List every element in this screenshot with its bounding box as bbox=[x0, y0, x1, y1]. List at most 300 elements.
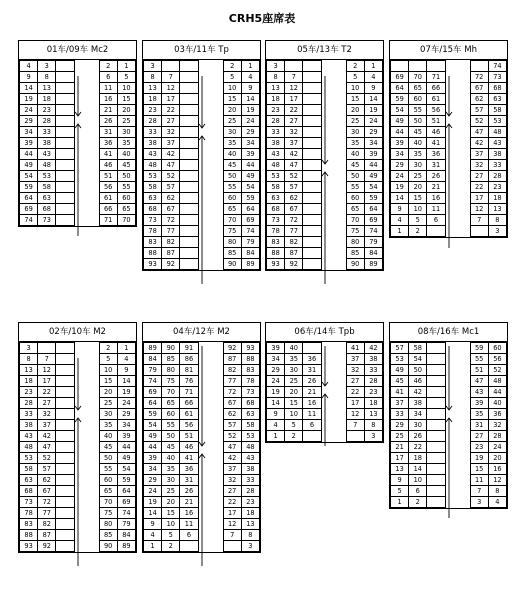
seat-number bbox=[285, 61, 303, 72]
seat-number: 60 bbox=[346, 193, 364, 204]
seat-number: 2 bbox=[346, 61, 364, 72]
car-caption: 08车/16车 Mc1 bbox=[390, 323, 507, 342]
seat-number: 14 bbox=[391, 193, 409, 204]
seat-number: 29 bbox=[267, 365, 285, 376]
seat-number: 24 bbox=[117, 398, 135, 409]
seat-number: 88 bbox=[267, 248, 285, 259]
seat-number: 33 bbox=[144, 127, 162, 138]
seat-number: 84 bbox=[364, 248, 382, 259]
seat-number: 55 bbox=[346, 182, 364, 193]
seat-number: 44 bbox=[488, 387, 506, 398]
seat-number: 36 bbox=[99, 138, 117, 149]
seat-number: 4 bbox=[20, 61, 38, 72]
seat-number: 69 bbox=[391, 72, 409, 83]
seat-row bbox=[144, 61, 260, 72]
car-caption: 03车/11车 Tp bbox=[143, 41, 260, 60]
seat-number: 9 bbox=[144, 519, 162, 530]
seat-number: 30 bbox=[117, 127, 135, 138]
arrow-down-icon bbox=[191, 75, 213, 129]
seat-number: 69 bbox=[117, 497, 135, 508]
seat-number: 14 bbox=[409, 464, 427, 475]
seat-number: 79 bbox=[241, 237, 259, 248]
seat-number: 22 bbox=[346, 387, 364, 398]
arrow-up-icon bbox=[314, 393, 336, 447]
car-caption: 02车/10车 M2 bbox=[19, 323, 136, 342]
seat-number: 59 bbox=[470, 343, 488, 354]
seat-number: 87 bbox=[223, 354, 241, 365]
seat-number: 34 bbox=[409, 409, 427, 420]
seat-number: 75 bbox=[99, 508, 117, 519]
seat-number: 4 bbox=[267, 420, 285, 431]
seat-grid bbox=[266, 342, 383, 442]
seat-number: 18 bbox=[144, 94, 162, 105]
seat-number bbox=[180, 61, 198, 72]
seat-number: 65 bbox=[346, 204, 364, 215]
seat-number: 35 bbox=[285, 354, 303, 365]
seat-number: 46 bbox=[99, 160, 117, 171]
seat-number: 23 bbox=[20, 387, 38, 398]
seat-number: 60 bbox=[488, 343, 506, 354]
seat-number: 31 bbox=[180, 475, 198, 486]
seat-number: 62 bbox=[470, 94, 488, 105]
seat-number: 9 bbox=[267, 409, 285, 420]
seat-number: 17 bbox=[470, 193, 488, 204]
seat-number: 29 bbox=[117, 409, 135, 420]
seat-number: 44 bbox=[144, 442, 162, 453]
seat-number: 3 bbox=[144, 61, 162, 72]
seat-number: 6 bbox=[180, 530, 198, 541]
seat-number: 79 bbox=[117, 519, 135, 530]
seat-number: 12 bbox=[223, 519, 241, 530]
seat-number: 9 bbox=[391, 204, 409, 215]
seat-number: 48 bbox=[488, 376, 506, 387]
seat-number: 27 bbox=[346, 376, 364, 387]
seat-number: 25 bbox=[99, 398, 117, 409]
seat-number: 48 bbox=[20, 442, 38, 453]
seat-number: 5 bbox=[346, 72, 364, 83]
seat-number: 39 bbox=[144, 453, 162, 464]
seat-number: 70 bbox=[223, 215, 241, 226]
seat-number: 19 bbox=[391, 182, 409, 193]
seat-number: 16 bbox=[427, 193, 445, 204]
seat-number: 3 bbox=[488, 226, 506, 237]
seat-number: 17 bbox=[223, 508, 241, 519]
seat-number: 42 bbox=[285, 149, 303, 160]
seat-number: 23 bbox=[488, 182, 506, 193]
seat-number: 29 bbox=[144, 475, 162, 486]
aisle-cell bbox=[321, 61, 346, 72]
seat-number: 11 bbox=[303, 409, 321, 420]
seat-number: 17 bbox=[38, 376, 56, 387]
seat-number: 27 bbox=[470, 171, 488, 182]
seat-number: 37 bbox=[285, 138, 303, 149]
seat-number: 20 bbox=[346, 105, 364, 116]
seat-number: 7 bbox=[162, 72, 180, 83]
arrow-down-icon bbox=[191, 345, 213, 447]
seat-number: 46 bbox=[409, 376, 427, 387]
seat-number bbox=[409, 61, 427, 72]
seat-grid bbox=[390, 60, 507, 237]
seat-number: 55 bbox=[470, 354, 488, 365]
seat-number: 5 bbox=[117, 72, 135, 83]
seat-number: 33 bbox=[364, 365, 382, 376]
seat-number: 7 bbox=[38, 354, 56, 365]
seat-number: 46 bbox=[427, 127, 445, 138]
seat-number: 13 bbox=[20, 365, 38, 376]
seat-number: 52 bbox=[285, 171, 303, 182]
seat-number: 26 bbox=[409, 431, 427, 442]
seat-number: 53 bbox=[391, 354, 409, 365]
seat-number: 42 bbox=[38, 431, 56, 442]
car-panel-03-11 bbox=[142, 40, 261, 271]
seat-number: 74 bbox=[364, 226, 382, 237]
seat-number: 40 bbox=[117, 149, 135, 160]
seat-number: 20 bbox=[409, 182, 427, 193]
seat-number: 9 bbox=[364, 83, 382, 94]
car-caption: 07车/15车 Mh bbox=[390, 41, 507, 60]
seat-number: 28 bbox=[364, 376, 382, 387]
seat-number: 20 bbox=[99, 387, 117, 398]
seat-number: 49 bbox=[391, 365, 409, 376]
seat-number: 73 bbox=[267, 215, 285, 226]
seat-number: 43 bbox=[38, 149, 56, 160]
seat-number: 65 bbox=[117, 204, 135, 215]
seat-number: 84 bbox=[117, 530, 135, 541]
seat-number: 43 bbox=[488, 138, 506, 149]
seat-number: 57 bbox=[391, 343, 409, 354]
seat-number: 50 bbox=[162, 431, 180, 442]
car-panel-04-12 bbox=[142, 322, 261, 553]
seat-number: 40 bbox=[285, 343, 303, 354]
seat-number: 57 bbox=[223, 420, 241, 431]
seat-number: 59 bbox=[391, 94, 409, 105]
seat-number: 32 bbox=[470, 160, 488, 171]
seat-number: 51 bbox=[470, 365, 488, 376]
car-panel-08-16 bbox=[389, 322, 508, 509]
seat-row bbox=[391, 61, 507, 72]
seat-number: 93 bbox=[144, 259, 162, 270]
seat-number: 35 bbox=[223, 138, 241, 149]
seat-number bbox=[427, 61, 445, 72]
seat-number: 1 bbox=[391, 497, 409, 508]
seat-number: 25 bbox=[162, 486, 180, 497]
seat-number: 31 bbox=[427, 160, 445, 171]
arrow-down-icon bbox=[67, 357, 89, 411]
seat-number: 24 bbox=[241, 116, 259, 127]
seat-row bbox=[20, 343, 136, 354]
seat-number: 64 bbox=[364, 204, 382, 215]
seat-number: 60 bbox=[162, 409, 180, 420]
seat-number: 21 bbox=[180, 497, 198, 508]
seat-number: 93 bbox=[241, 343, 259, 354]
car-caption: 06车/14车 Tpb bbox=[266, 323, 383, 342]
seat-number: 13 bbox=[144, 83, 162, 94]
seat-number: 38 bbox=[38, 138, 56, 149]
seat-number: 19 bbox=[470, 453, 488, 464]
seat-number: 71 bbox=[99, 215, 117, 226]
seat-number: 43 bbox=[470, 387, 488, 398]
seat-number: 35 bbox=[99, 420, 117, 431]
seat-number: 22 bbox=[470, 182, 488, 193]
seat-number: 17 bbox=[391, 453, 409, 464]
seat-number: 38 bbox=[241, 464, 259, 475]
seat-number: 14 bbox=[20, 83, 38, 94]
seat-number: 33 bbox=[267, 127, 285, 138]
seat-number: 67 bbox=[223, 398, 241, 409]
seat-number: 44 bbox=[117, 442, 135, 453]
seat-number: 62 bbox=[162, 193, 180, 204]
seat-number: 70 bbox=[409, 72, 427, 83]
seat-number: 23 bbox=[364, 387, 382, 398]
seat-number: 90 bbox=[223, 259, 241, 270]
seat-number: 74 bbox=[20, 215, 38, 226]
seat-number: 41 bbox=[427, 138, 445, 149]
seat-number: 35 bbox=[117, 138, 135, 149]
seat-number: 79 bbox=[364, 237, 382, 248]
seat-number: 62 bbox=[38, 475, 56, 486]
seat-number: 15 bbox=[117, 94, 135, 105]
arrow-up-icon bbox=[314, 171, 336, 285]
seat-number: 74 bbox=[241, 226, 259, 237]
seat-number: 49 bbox=[241, 171, 259, 182]
seat-number: 28 bbox=[488, 431, 506, 442]
seat-number: 8 bbox=[267, 72, 285, 83]
seat-number: 19 bbox=[241, 105, 259, 116]
seat-number: 5 bbox=[285, 420, 303, 431]
seat-number: 8 bbox=[488, 215, 506, 226]
seat-number: 85 bbox=[223, 248, 241, 259]
seat-number: 18 bbox=[241, 508, 259, 519]
seat-number: 57 bbox=[470, 105, 488, 116]
seat-number: 61 bbox=[427, 94, 445, 105]
seat-number: 65 bbox=[99, 486, 117, 497]
seat-number: 1 bbox=[117, 343, 135, 354]
seat-number: 8 bbox=[364, 420, 382, 431]
seat-number: 83 bbox=[144, 237, 162, 248]
seat-number: 49 bbox=[364, 171, 382, 182]
seat-number: 1 bbox=[117, 61, 135, 72]
seat-number: 12 bbox=[162, 83, 180, 94]
seat-number: 62 bbox=[223, 409, 241, 420]
seat-number: 90 bbox=[99, 541, 117, 552]
seat-number: 54 bbox=[117, 464, 135, 475]
seat-number: 78 bbox=[241, 376, 259, 387]
seat-number: 27 bbox=[223, 486, 241, 497]
seat-number: 39 bbox=[20, 138, 38, 149]
seat-number: 29 bbox=[391, 420, 409, 431]
seat-number: 53 bbox=[38, 171, 56, 182]
seat-number: 10 bbox=[409, 475, 427, 486]
seat-number: 20 bbox=[488, 453, 506, 464]
seat-number: 52 bbox=[223, 431, 241, 442]
aisle-cell bbox=[445, 61, 470, 72]
seat-number: 21 bbox=[99, 105, 117, 116]
seat-number: 50 bbox=[223, 171, 241, 182]
seat-number: 10 bbox=[223, 83, 241, 94]
seat-number: 23 bbox=[470, 442, 488, 453]
seat-number: 6 bbox=[427, 215, 445, 226]
seat-number: 2 bbox=[99, 343, 117, 354]
seat-number: 89 bbox=[144, 343, 162, 354]
seat-number: 37 bbox=[223, 464, 241, 475]
seat-number: 70 bbox=[99, 497, 117, 508]
seat-number bbox=[303, 61, 321, 72]
seat-number: 33 bbox=[20, 409, 38, 420]
seat-number: 87 bbox=[285, 248, 303, 259]
seat-number: 4 bbox=[391, 215, 409, 226]
seat-number: 26 bbox=[99, 116, 117, 127]
seat-number: 55 bbox=[409, 105, 427, 116]
seat-number: 28 bbox=[241, 486, 259, 497]
seat-number: 20 bbox=[223, 105, 241, 116]
seat-number: 15 bbox=[223, 94, 241, 105]
seat-number: 24 bbox=[364, 116, 382, 127]
seat-number: 7 bbox=[470, 215, 488, 226]
seat-number: 68 bbox=[267, 204, 285, 215]
seat-number: 82 bbox=[38, 519, 56, 530]
seat-number: 78 bbox=[20, 508, 38, 519]
seat-number: 55 bbox=[223, 182, 241, 193]
seat-number: 42 bbox=[162, 149, 180, 160]
seat-number: 7 bbox=[223, 530, 241, 541]
seat-number: 60 bbox=[99, 475, 117, 486]
arrow-up-icon bbox=[191, 453, 213, 567]
seat-number: 15 bbox=[99, 376, 117, 387]
seat-number: 37 bbox=[346, 354, 364, 365]
seat-number: 83 bbox=[20, 519, 38, 530]
seat-number: 26 bbox=[303, 376, 321, 387]
seat-number: 21 bbox=[391, 442, 409, 453]
seat-number: 58 bbox=[241, 420, 259, 431]
seat-number: 84 bbox=[241, 248, 259, 259]
seat-number: 12 bbox=[285, 83, 303, 94]
seat-number: 88 bbox=[20, 530, 38, 541]
seat-number: 14 bbox=[364, 94, 382, 105]
seat-number: 68 bbox=[144, 204, 162, 215]
seat-number: 31 bbox=[303, 365, 321, 376]
seat-number: 64 bbox=[241, 204, 259, 215]
seat-number: 63 bbox=[488, 94, 506, 105]
seat-number: 45 bbox=[346, 160, 364, 171]
seat-number: 9 bbox=[117, 365, 135, 376]
seat-number: 5 bbox=[391, 486, 409, 497]
seat-number: 16 bbox=[488, 464, 506, 475]
seat-number: 30 bbox=[346, 127, 364, 138]
seat-number: 85 bbox=[99, 530, 117, 541]
seat-number: 3 bbox=[241, 541, 259, 552]
seat-number: 26 bbox=[180, 486, 198, 497]
seat-number: 56 bbox=[180, 420, 198, 431]
seat-number: 11 bbox=[427, 204, 445, 215]
seat-number: 34 bbox=[144, 464, 162, 475]
seat-number: 31 bbox=[99, 127, 117, 138]
seat-number: 28 bbox=[20, 398, 38, 409]
seat-number: 35 bbox=[470, 409, 488, 420]
seat-number: 52 bbox=[162, 171, 180, 182]
seat-number: 17 bbox=[346, 398, 364, 409]
seat-number: 26 bbox=[427, 171, 445, 182]
seat-number: 42 bbox=[364, 343, 382, 354]
seat-number: 48 bbox=[488, 127, 506, 138]
seat-number: 89 bbox=[241, 259, 259, 270]
seat-number: 4 bbox=[488, 497, 506, 508]
seat-number: 44 bbox=[364, 160, 382, 171]
seat-number: 1 bbox=[241, 61, 259, 72]
seat-number: 29 bbox=[391, 160, 409, 171]
seat-number: 46 bbox=[180, 442, 198, 453]
seat-number: 34 bbox=[241, 138, 259, 149]
seat-number: 93 bbox=[267, 259, 285, 270]
seat-number: 72 bbox=[285, 215, 303, 226]
seat-number: 5 bbox=[223, 72, 241, 83]
seat-number: 58 bbox=[38, 182, 56, 193]
seat-number: 73 bbox=[144, 215, 162, 226]
seat-number: 42 bbox=[409, 387, 427, 398]
seat-number: 15 bbox=[470, 464, 488, 475]
seat-number: 60 bbox=[223, 193, 241, 204]
seat-number: 76 bbox=[180, 376, 198, 387]
seat-number: 57 bbox=[285, 182, 303, 193]
seat-number: 43 bbox=[20, 431, 38, 442]
seat-number: 45 bbox=[99, 442, 117, 453]
seat-number: 25 bbox=[346, 116, 364, 127]
arrow-down-icon bbox=[438, 75, 460, 117]
seat-number: 67 bbox=[162, 204, 180, 215]
car-panel-06-14 bbox=[265, 322, 384, 443]
seat-number: 69 bbox=[20, 204, 38, 215]
seat-number: 38 bbox=[409, 398, 427, 409]
seat-number: 87 bbox=[38, 530, 56, 541]
seat-number: 68 bbox=[488, 83, 506, 94]
seat-number: 63 bbox=[241, 409, 259, 420]
seat-number: 87 bbox=[162, 248, 180, 259]
seat-number: 60 bbox=[409, 94, 427, 105]
seat-number: 48 bbox=[144, 160, 162, 171]
seat-number: 15 bbox=[285, 398, 303, 409]
seat-number: 42 bbox=[223, 453, 241, 464]
seat-number: 1 bbox=[144, 541, 162, 552]
seat-number: 45 bbox=[223, 160, 241, 171]
seat-number: 13 bbox=[241, 519, 259, 530]
seat-number bbox=[56, 343, 74, 354]
seat-number: 8 bbox=[144, 72, 162, 83]
seat-number: 35 bbox=[346, 138, 364, 149]
seat-number: 58 bbox=[409, 343, 427, 354]
seat-number: 90 bbox=[346, 259, 364, 270]
seat-number: 37 bbox=[470, 149, 488, 160]
seat-number: 54 bbox=[241, 182, 259, 193]
car-panel-07-15 bbox=[389, 40, 508, 238]
seat-number: 85 bbox=[346, 248, 364, 259]
seat-number: 53 bbox=[241, 431, 259, 442]
seat-number: 2 bbox=[409, 497, 427, 508]
seat-number: 39 bbox=[391, 138, 409, 149]
seat-number: 49 bbox=[391, 116, 409, 127]
seat-number: 17 bbox=[162, 94, 180, 105]
seat-number: 57 bbox=[162, 182, 180, 193]
seat-number bbox=[162, 61, 180, 72]
seat-number: 72 bbox=[470, 72, 488, 83]
seat-row bbox=[267, 61, 383, 72]
seat-number: 63 bbox=[38, 193, 56, 204]
seat-number: 9 bbox=[241, 83, 259, 94]
seat-number: 42 bbox=[470, 138, 488, 149]
seat-number: 32 bbox=[488, 420, 506, 431]
seat-number: 27 bbox=[470, 431, 488, 442]
seat-number: 1 bbox=[391, 226, 409, 237]
arrow-down-icon bbox=[67, 75, 89, 117]
seat-number: 60 bbox=[117, 193, 135, 204]
